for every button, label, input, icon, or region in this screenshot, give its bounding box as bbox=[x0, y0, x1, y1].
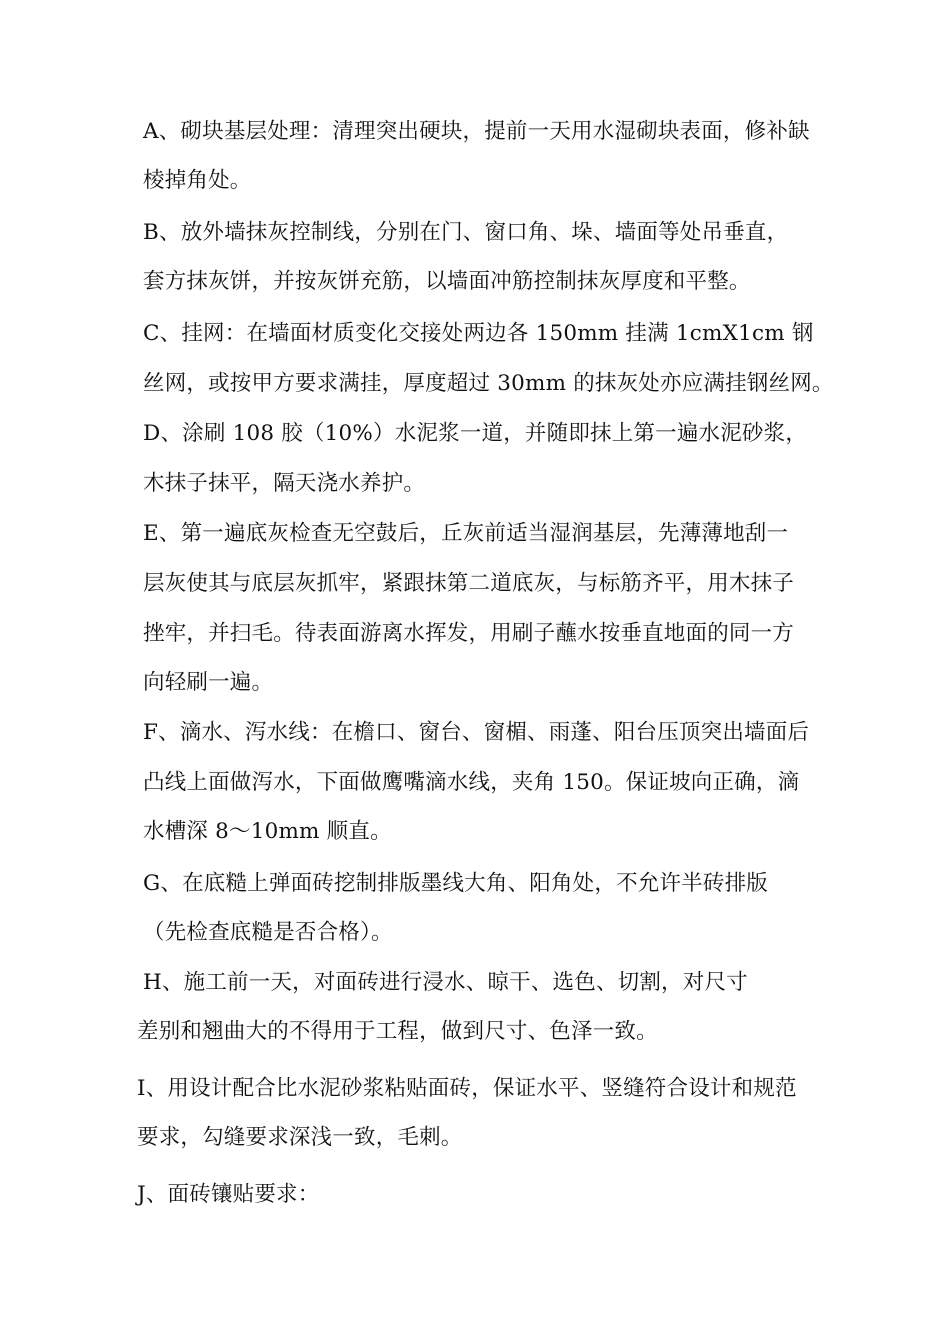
text-line-h2: 差别和翘曲大的不得用于工程，做到尺寸、色泽一致。 bbox=[137, 1019, 658, 1044]
text-line-j1: J、面砖镶贴要求： bbox=[137, 1182, 320, 1207]
text-line-e2: 层灰使其与底层灰抓牢，紧跟抹第二道底灰，与标筋齐平，用木抹子 bbox=[143, 571, 795, 596]
text-line-b1: B、放外墙抹灰控制线，分别在门、窗口角、垛、墙面等处吊垂直， bbox=[143, 220, 789, 245]
text-line-f2: 凸线上面做泻水，下面做鹰嘴滴水线，夹角 150。保证坡向正确，滴 bbox=[143, 770, 800, 795]
text-line-d1: D、涂刷 108 胶（10%）水泥浆一道，并随即抹上第一遍水泥砂浆， bbox=[143, 421, 808, 446]
text-line-d2: 木抹子抹平，隔天浇水养护。 bbox=[143, 471, 426, 496]
text-line-i1: I、用设计配合比水泥砂浆粘贴面砖，保证水平、竖缝符合设计和规范 bbox=[137, 1076, 797, 1101]
text-line-a1: A、砌块基层处理：清理突出硬块，提前一天用水湿砌块表面，修补缺 bbox=[143, 119, 810, 144]
text-line-c1: C、挂网：在墙面材质变化交接处两边各 150mm 挂满 1cmX1cm 钢 bbox=[143, 321, 814, 346]
text-line-f3: 水槽深 8〜10mm 顺直。 bbox=[143, 819, 392, 844]
text-line-i2: 要求，勾缝要求深浅一致，毛刺。 bbox=[137, 1125, 463, 1150]
text-line-f1: F、滴水、泻水线：在檐口、窗台、窗楣、雨蓬、阳台压顶突出墙面后 bbox=[143, 720, 810, 745]
text-line-e1: E、第一遍底灰检查无空鼓后，丘灰前适当湿润基层，先薄薄地刮一 bbox=[143, 521, 789, 546]
text-line-a2: 棱掉角处。 bbox=[143, 168, 252, 193]
text-line-e3: 挫牢，并扫毛。待表面游离水挥发，用刷子蘸水按垂直地面的同一方 bbox=[143, 621, 795, 646]
text-line-b2: 套方抹灰饼，并按灰饼充筋，以墙面冲筋控制抹灰厚度和平整。 bbox=[143, 269, 751, 294]
text-line-g2: （先检查底糙是否合格）。 bbox=[143, 920, 393, 945]
text-line-h1: H、施工前一天，对面砖进行浸水、晾干、选色、切割，对尺寸 bbox=[143, 970, 748, 995]
text-line-e4: 向轻刷一遍。 bbox=[143, 670, 274, 695]
text-line-g1: G、在底糙上弹面砖挖制排版墨线大角、阳角处，不允许半砖排版 bbox=[143, 871, 768, 896]
text-line-c2: 丝网，或按甲方要求满挂，厚度超过 30mm 的抹灰处亦应满挂钢丝网。 bbox=[143, 371, 834, 396]
